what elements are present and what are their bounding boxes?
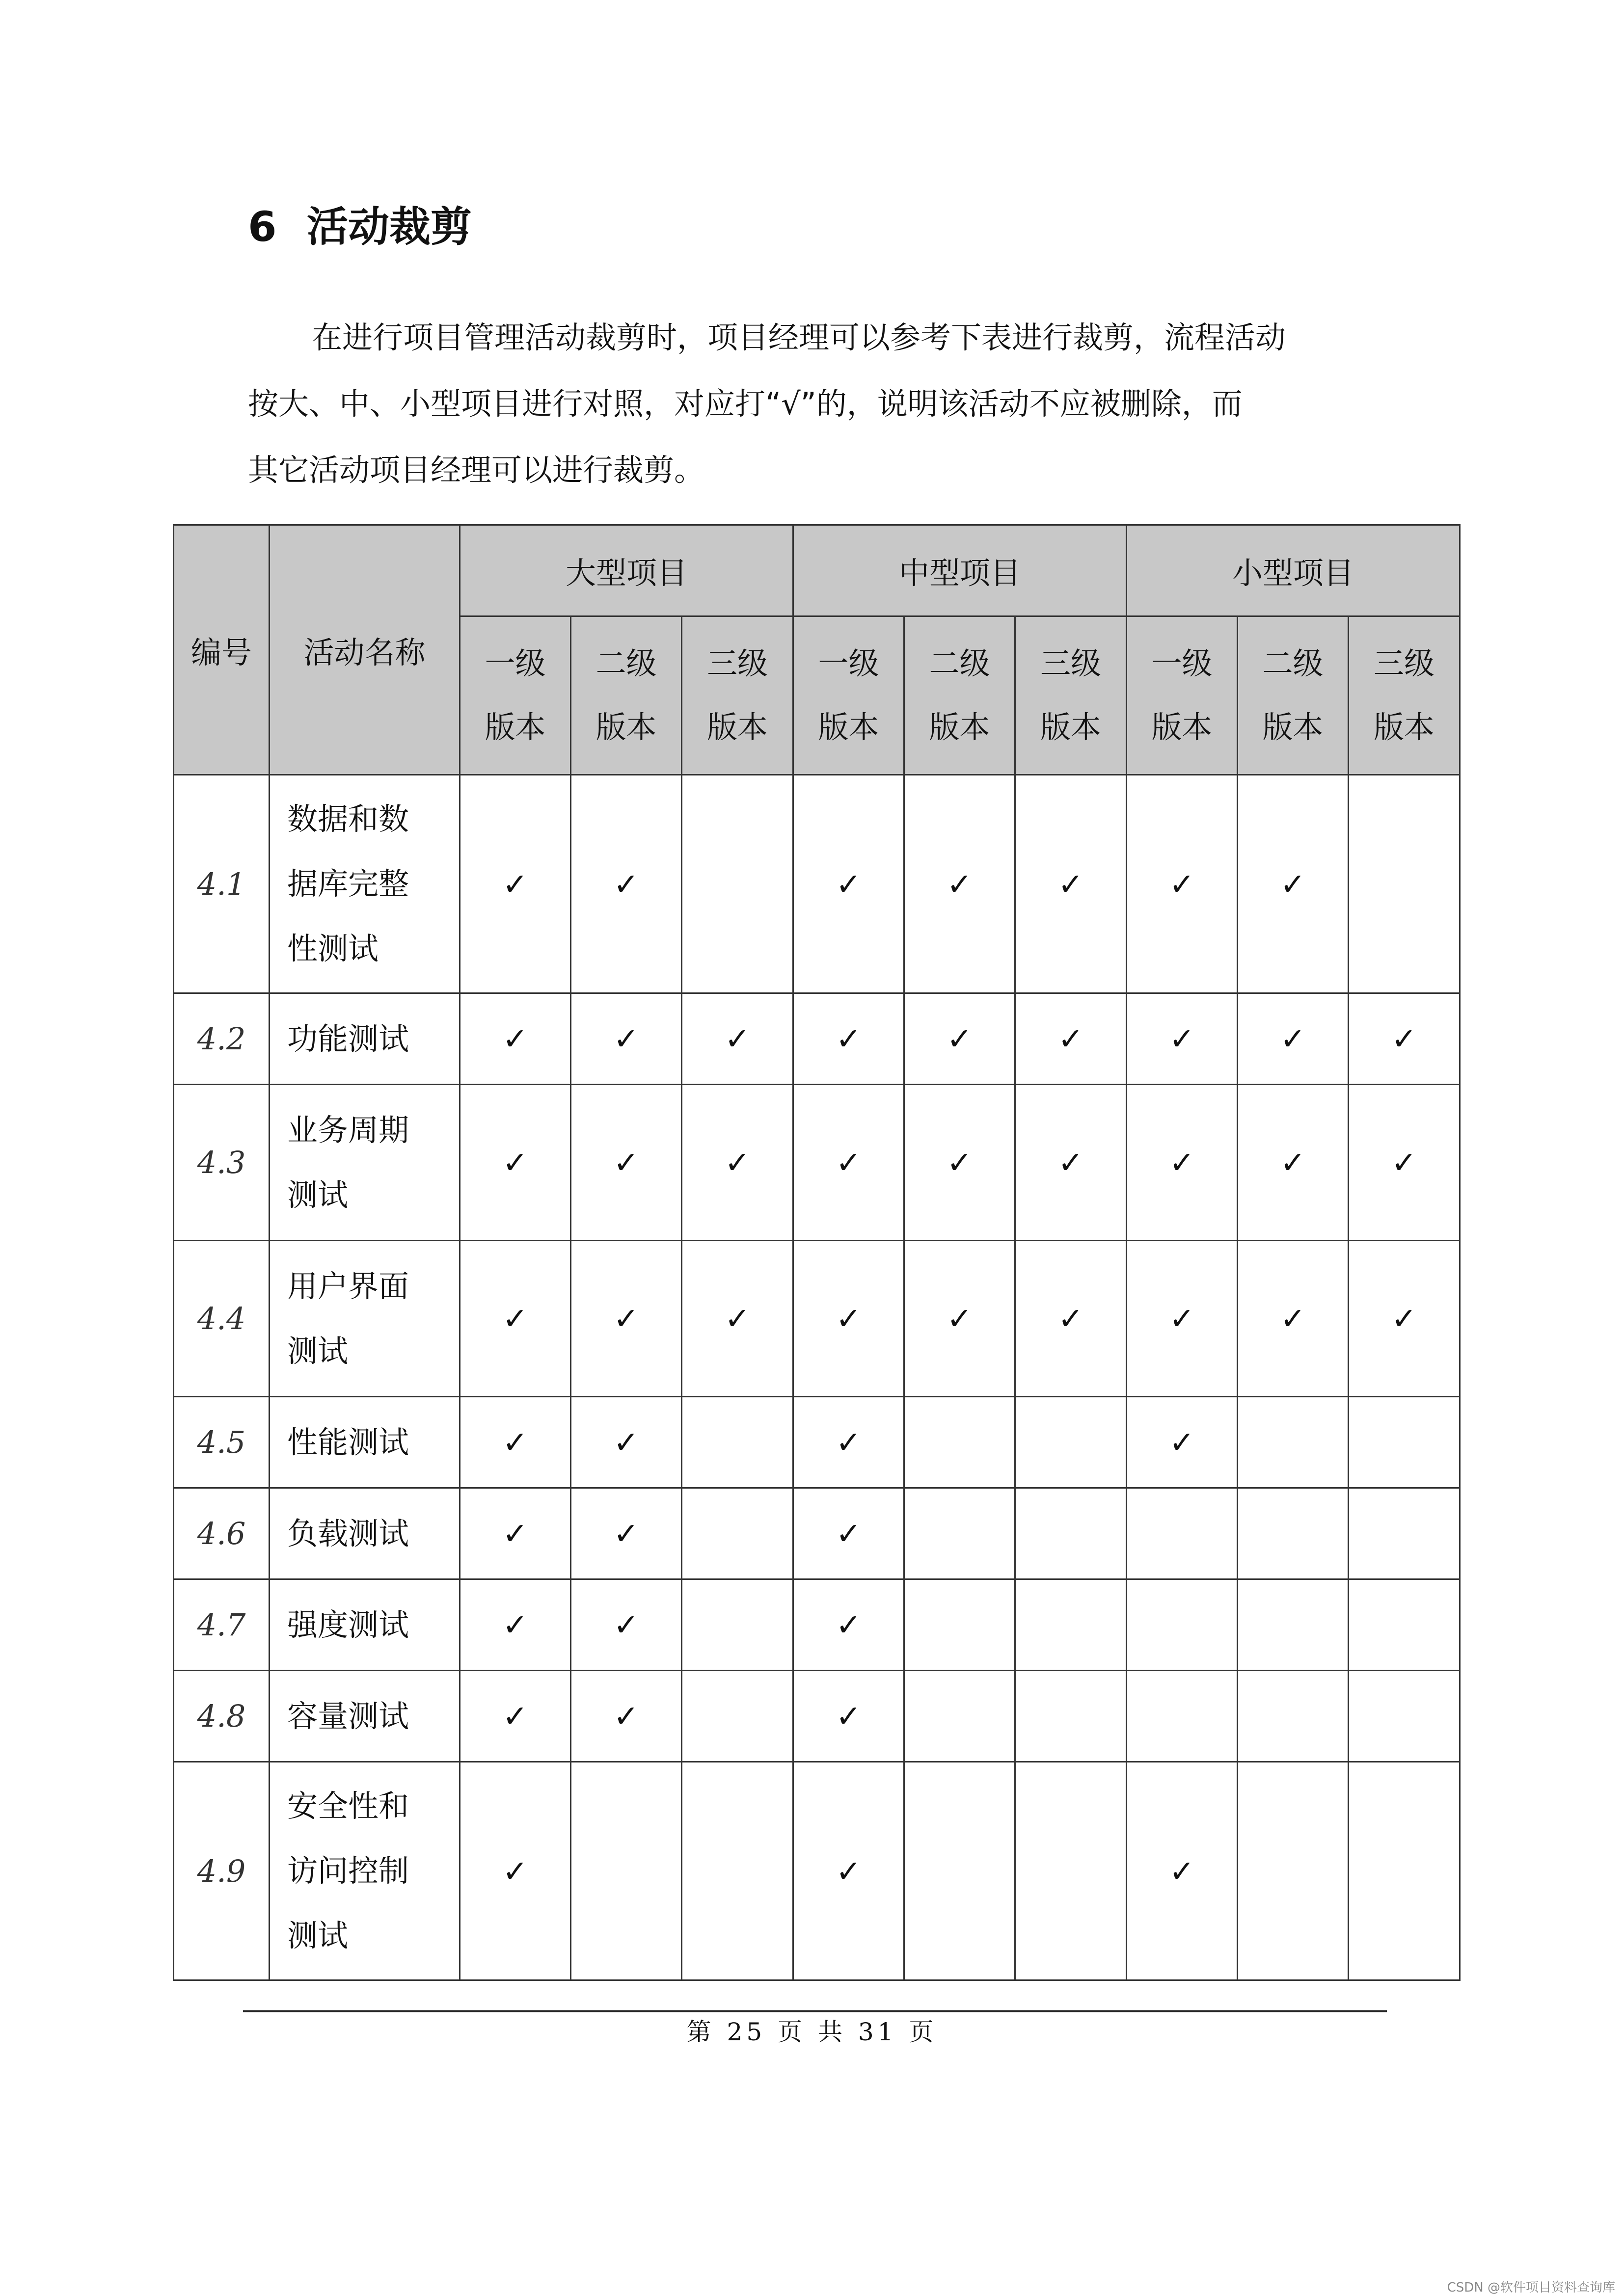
check-mark-cell: ✓ xyxy=(460,1488,571,1579)
check-mark-cell: ✓ xyxy=(571,1241,682,1397)
header-version-line: 版本 xyxy=(1040,709,1101,745)
header-version-line: 版本 xyxy=(485,709,546,745)
activity-name-line: 数据和数 xyxy=(287,801,409,837)
check-mark-cell: ✓ xyxy=(793,1085,904,1241)
activity-code: 4.4 xyxy=(174,1241,270,1397)
activity-code: 4.9 xyxy=(174,1762,270,1980)
check-mark-cell: ✓ xyxy=(1127,775,1238,993)
header-version-line: 一级 xyxy=(818,645,879,681)
empty-cell xyxy=(682,1671,793,1762)
empty-cell xyxy=(1127,1671,1238,1762)
activity-name-line: 业务周期 xyxy=(287,1112,409,1148)
section-title: 活动裁剪 xyxy=(307,203,472,251)
check-mark-cell: ✓ xyxy=(460,1671,571,1762)
empty-cell xyxy=(904,1671,1015,1762)
header-group-large: 大型项目 xyxy=(460,525,793,616)
activity-name xyxy=(270,1488,460,1579)
empty-cell xyxy=(1238,1488,1349,1579)
check-mark-cell: ✓ xyxy=(1238,1241,1349,1397)
activity-code: 4.1 xyxy=(174,775,270,993)
empty-cell xyxy=(1238,1671,1349,1762)
activity-name-line: 用户界面 xyxy=(287,1268,409,1304)
check-mark-cell: ✓ xyxy=(904,1085,1015,1241)
activity-name-line: 功能测试 xyxy=(287,1020,409,1057)
activity-code: 4.5 xyxy=(174,1397,270,1488)
header-code: 编号 xyxy=(174,525,270,775)
watermark: CSDN @软件项目资料查询库 xyxy=(1447,2280,1615,2295)
check-mark-cell: ✓ xyxy=(460,1579,571,1671)
header-version-8 xyxy=(1238,616,1349,775)
check-mark-cell: ✓ xyxy=(1127,1762,1238,1980)
check-mark-cell: ✓ xyxy=(1238,993,1349,1085)
activity-name xyxy=(270,1085,460,1241)
check-mark-cell: ✓ xyxy=(1238,1085,1349,1241)
check-mark-cell: ✓ xyxy=(793,1579,904,1671)
empty-cell xyxy=(682,1762,793,1980)
activity-name-line: 容量测试 xyxy=(287,1698,409,1734)
header-version-2 xyxy=(571,616,682,775)
check-mark-cell: ✓ xyxy=(793,1762,904,1980)
activity-name-line: 测试 xyxy=(287,1333,349,1369)
check-mark-cell: ✓ xyxy=(682,1085,793,1241)
activity-code: 4.7 xyxy=(174,1579,270,1671)
header-version-line: 版本 xyxy=(1373,709,1435,745)
header-version-line: 一级 xyxy=(1151,645,1213,681)
check-mark-cell: ✓ xyxy=(904,1241,1015,1397)
activity-name-line: 强度测试 xyxy=(287,1606,409,1643)
empty-cell xyxy=(904,1488,1015,1579)
table-row xyxy=(174,1241,1460,1397)
header-version-line: 版本 xyxy=(818,709,879,745)
check-mark-cell: ✓ xyxy=(460,1241,571,1397)
activity-name-line: 安全性和 xyxy=(287,1788,409,1824)
activity-name xyxy=(270,1397,460,1488)
empty-cell xyxy=(1015,1671,1127,1762)
empty-cell xyxy=(682,775,793,993)
empty-cell xyxy=(1238,1762,1349,1980)
section-heading xyxy=(248,194,472,253)
tailoring-table xyxy=(173,524,1461,1981)
check-mark-cell: ✓ xyxy=(571,1488,682,1579)
empty-cell xyxy=(682,1488,793,1579)
empty-cell xyxy=(1127,1488,1238,1579)
check-mark-cell: ✓ xyxy=(460,993,571,1085)
check-mark-cell: ✓ xyxy=(793,1397,904,1488)
check-mark-cell: ✓ xyxy=(1127,1241,1238,1397)
check-mark-cell: ✓ xyxy=(571,1579,682,1671)
check-mark-cell: ✓ xyxy=(904,775,1015,993)
activity-code: 4.2 xyxy=(174,993,270,1085)
header-version-line: 二级 xyxy=(929,645,990,681)
header-version-9 xyxy=(1349,616,1460,775)
header-version-line: 三级 xyxy=(706,645,768,681)
section-number: 6 xyxy=(248,203,277,251)
header-version-7 xyxy=(1127,616,1238,775)
empty-cell xyxy=(904,1762,1015,1980)
empty-cell xyxy=(904,1579,1015,1671)
table-row xyxy=(174,1671,1460,1762)
header-version-line: 三级 xyxy=(1040,645,1101,681)
activity-name-line: 访问控制 xyxy=(287,1853,409,1889)
activity-name-line: 据库完整 xyxy=(287,866,409,902)
empty-cell xyxy=(1349,775,1460,993)
header-version-6 xyxy=(1015,616,1127,775)
activity-name-line: 负载测试 xyxy=(287,1515,409,1551)
check-mark-cell: ✓ xyxy=(571,775,682,993)
header-version-line: 版本 xyxy=(706,709,768,745)
table-row xyxy=(174,1579,1460,1671)
empty-cell xyxy=(1127,1579,1238,1671)
table-row xyxy=(174,1397,1460,1488)
activity-code: 4.3 xyxy=(174,1085,270,1241)
check-mark-cell: ✓ xyxy=(460,1397,571,1488)
empty-cell xyxy=(1015,1579,1127,1671)
check-mark-cell: ✓ xyxy=(1349,993,1460,1085)
header-group-small: 小型项目 xyxy=(1127,525,1460,616)
activity-name-line: 测试 xyxy=(287,1918,349,1953)
check-mark-cell: ✓ xyxy=(571,1397,682,1488)
empty-cell xyxy=(1238,1397,1349,1488)
header-version-line: 一级 xyxy=(485,645,546,681)
check-mark-cell: ✓ xyxy=(1015,775,1127,993)
paragraph-line: 在进行项目管理活动裁剪时，项目经理可以参考下表进行裁剪，流程活动 xyxy=(312,320,1286,355)
activity-name xyxy=(270,1671,460,1762)
header-activity-name: 活动名称 xyxy=(270,525,460,775)
check-mark-cell: ✓ xyxy=(1015,1085,1127,1241)
page-footer: 第 25 页 共 31 页 xyxy=(686,2018,938,2046)
check-mark-cell: ✓ xyxy=(1015,1241,1127,1397)
empty-cell xyxy=(1349,1488,1460,1579)
check-mark-cell: ✓ xyxy=(793,1671,904,1762)
empty-cell xyxy=(904,1397,1015,1488)
empty-cell xyxy=(1349,1579,1460,1671)
header-version-4 xyxy=(793,616,904,775)
check-mark-cell: ✓ xyxy=(793,775,904,993)
activity-code: 4.8 xyxy=(174,1671,270,1762)
activity-name xyxy=(270,1241,460,1397)
check-mark-cell: ✓ xyxy=(1127,1397,1238,1488)
empty-cell xyxy=(1349,1762,1460,1980)
check-mark-cell: ✓ xyxy=(793,993,904,1085)
empty-cell xyxy=(682,1397,793,1488)
check-mark-cell: ✓ xyxy=(571,1671,682,1762)
check-mark-cell: ✓ xyxy=(571,993,682,1085)
empty-cell xyxy=(571,1762,682,1980)
empty-cell xyxy=(1015,1762,1127,1980)
check-mark-cell: ✓ xyxy=(1349,1241,1460,1397)
empty-cell xyxy=(682,1579,793,1671)
activity-name xyxy=(270,1579,460,1671)
table-row xyxy=(174,775,1460,993)
header-version-line: 版本 xyxy=(1262,709,1324,745)
activity-code: 4.6 xyxy=(174,1488,270,1579)
check-mark-cell: ✓ xyxy=(793,1241,904,1397)
header-version-line: 三级 xyxy=(1373,645,1435,681)
table-row xyxy=(174,993,1460,1085)
header-group-medium: 中型项目 xyxy=(793,525,1127,616)
activity-name xyxy=(270,993,460,1085)
check-mark-cell: ✓ xyxy=(1127,1085,1238,1241)
check-mark-cell: ✓ xyxy=(1349,1085,1460,1241)
header-version-line: 版本 xyxy=(595,709,657,745)
empty-cell xyxy=(1349,1671,1460,1762)
check-mark-cell: ✓ xyxy=(682,1241,793,1397)
check-mark-cell: ✓ xyxy=(793,1488,904,1579)
activity-name xyxy=(270,775,460,993)
table-row xyxy=(174,1762,1460,1980)
check-mark-cell: ✓ xyxy=(571,1085,682,1241)
header-version-line: 二级 xyxy=(1262,645,1324,681)
check-mark-cell: ✓ xyxy=(682,993,793,1085)
check-mark-cell: ✓ xyxy=(1127,993,1238,1085)
paragraph-line: 按大、中、小型项目进行对照，对应打“√”的，说明该活动不应被删除，而 xyxy=(248,386,1243,422)
table-row xyxy=(174,1085,1460,1241)
check-mark-cell: ✓ xyxy=(904,993,1015,1085)
header-version-3 xyxy=(682,616,793,775)
activity-name xyxy=(270,1762,460,1980)
activity-name-line: 测试 xyxy=(287,1176,349,1213)
table-row xyxy=(174,1488,1460,1579)
check-mark-cell: ✓ xyxy=(460,1762,571,1980)
header-version-line: 版本 xyxy=(929,709,990,745)
check-mark-cell: ✓ xyxy=(460,1085,571,1241)
check-mark-cell: ✓ xyxy=(1238,775,1349,993)
intro-paragraph xyxy=(248,304,1367,503)
activity-name-line: 性测试 xyxy=(287,931,379,966)
activity-name-line: 性能测试 xyxy=(287,1424,409,1460)
check-mark-cell: ✓ xyxy=(460,775,571,993)
header-version-5 xyxy=(904,616,1015,775)
header-version-line: 二级 xyxy=(595,645,657,681)
check-mark-cell: ✓ xyxy=(1015,993,1127,1085)
empty-cell xyxy=(1015,1397,1127,1488)
empty-cell xyxy=(1015,1488,1127,1579)
paragraph-line: 其它活动项目经理可以进行裁剪。 xyxy=(248,452,705,488)
empty-cell xyxy=(1238,1579,1349,1671)
header-version-line: 版本 xyxy=(1151,709,1213,745)
header-version-1 xyxy=(460,616,571,775)
empty-cell xyxy=(1349,1397,1460,1488)
